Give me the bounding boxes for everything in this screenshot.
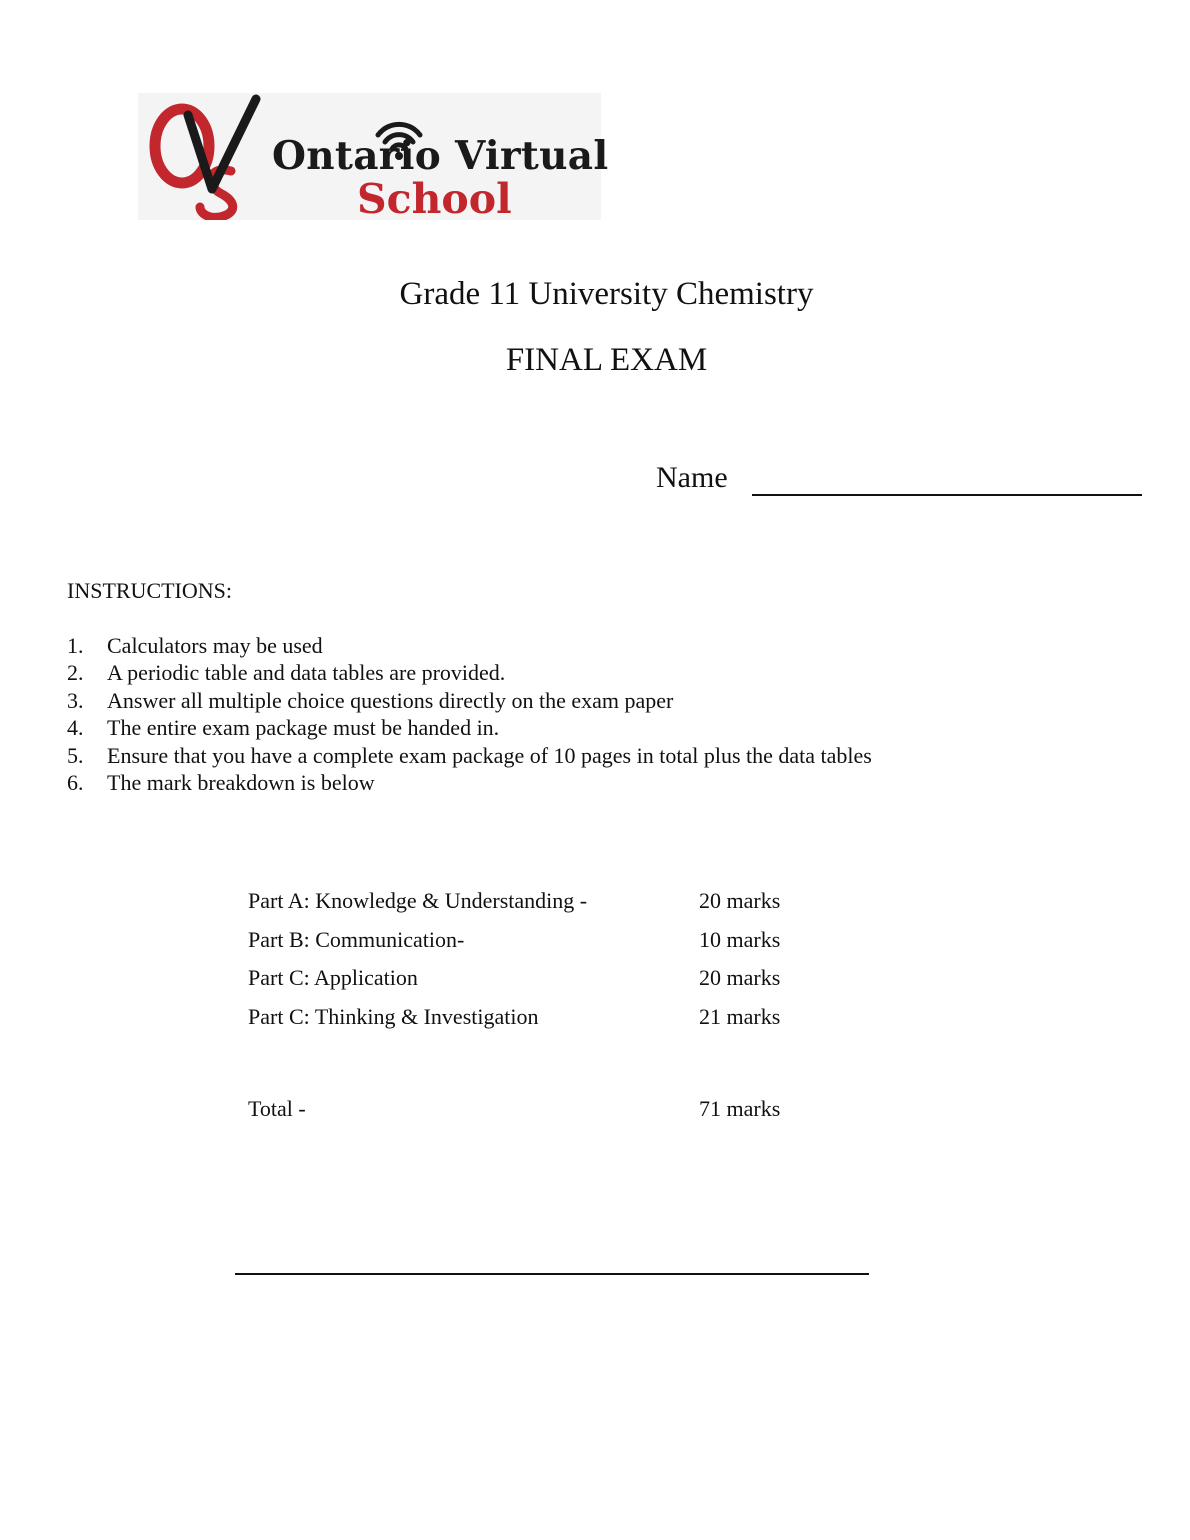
- list-item: [67, 659, 872, 686]
- instructions-heading: INSTRUCTIONS:: [67, 578, 233, 603]
- total-value: 71 marks: [699, 1096, 781, 1121]
- instruction-number: 3.: [67, 687, 84, 713]
- list-item: [67, 742, 872, 769]
- mark-part-value: 20 marks: [699, 965, 781, 991]
- instruction-text: Calculators may be used: [107, 633, 323, 658]
- list-item: [67, 687, 872, 714]
- logo-text-school: School: [357, 175, 512, 223]
- instruction-text: The mark breakdown is below: [107, 769, 375, 795]
- list-item: [67, 632, 872, 659]
- bottom-divider: [235, 1273, 869, 1275]
- instruction-number: 1.: [67, 633, 84, 658]
- instruction-number: 4.: [67, 715, 84, 741]
- total-row: [248, 1096, 848, 1126]
- mark-part-label: Part C: Thinking & Investigation: [248, 1004, 539, 1030]
- exam-course-title: Grade 11 University Chemistry: [399, 276, 814, 312]
- list-item: [67, 714, 872, 741]
- mark-part-value: 20 marks: [699, 888, 781, 913]
- instruction-text: Answer all multiple choice questions directly on the exam paper: [107, 687, 674, 713]
- school-logo: [138, 93, 609, 223]
- instruction-number: 6.: [67, 769, 84, 795]
- name-label: Name: [656, 461, 728, 494]
- instruction-text: A periodic table and data tables are provided.: [107, 660, 506, 686]
- instruction-text: The entire exam package must be handed in.: [107, 715, 500, 741]
- logo-text-ontario-virtual: Ontario Virtual: [272, 133, 609, 179]
- mark-part-label: Part B: Communication-: [248, 926, 465, 952]
- mark-part-value: 10 marks: [699, 926, 781, 952]
- instruction-number: 5.: [67, 742, 84, 768]
- name-blank-line[interactable]: [752, 494, 1142, 496]
- mark-part-value: 21 marks: [699, 1004, 781, 1030]
- list-item: [67, 769, 872, 796]
- exam-type-title: FINAL EXAM: [505, 342, 708, 378]
- instructions-list: [67, 632, 872, 796]
- mark-part-label: Part C: Application: [248, 965, 418, 991]
- mark-part-label: Part A: Knowledge & Understanding -: [248, 888, 588, 913]
- total-label: Total -: [248, 1096, 306, 1121]
- instruction-number: 2.: [67, 660, 84, 686]
- instruction-text: Ensure that you have a complete exam package of 10 pages in total plus the data tables: [107, 742, 872, 768]
